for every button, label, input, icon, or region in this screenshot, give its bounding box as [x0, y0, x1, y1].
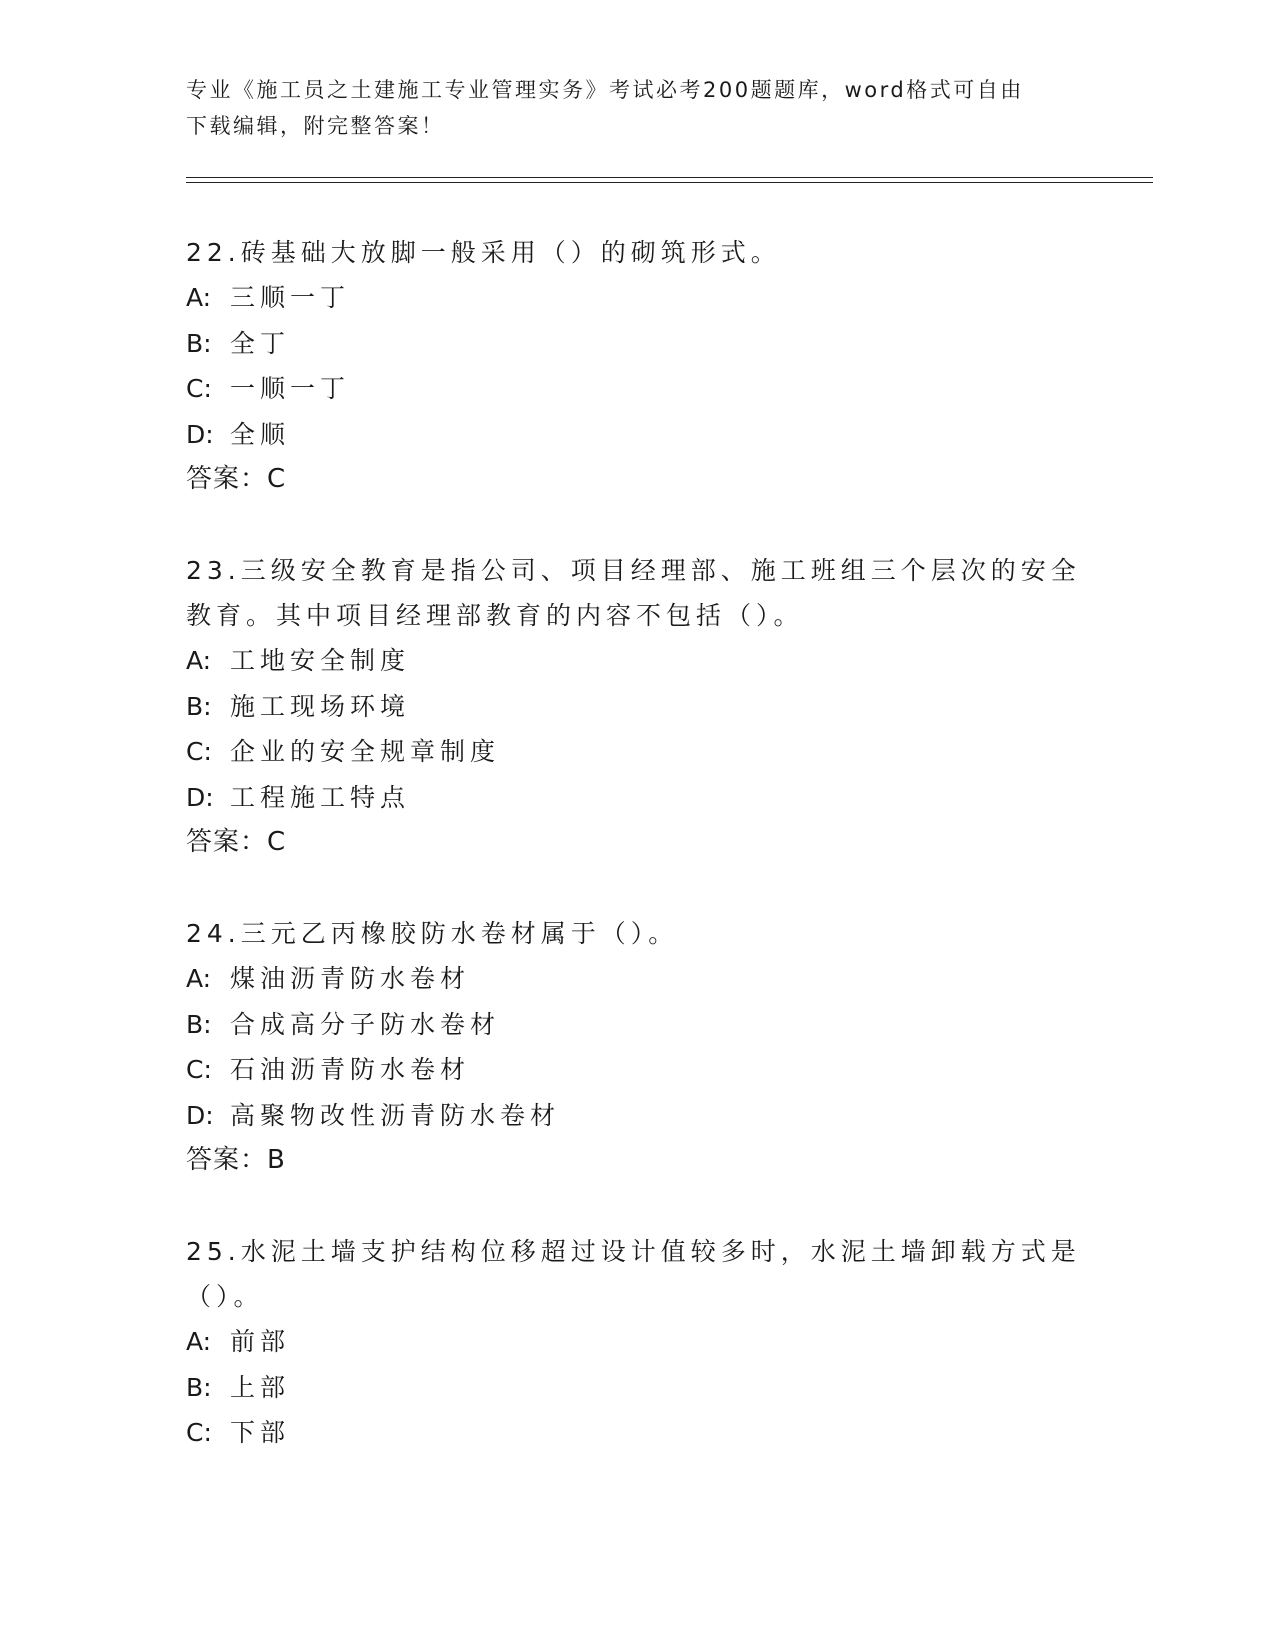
question-stem: 22.砖基础大放脚一般采用（）的砌筑形式。	[186, 238, 781, 267]
option-a	[186, 275, 1086, 321]
option-text: 合成高分子防水卷材	[230, 1009, 501, 1039]
option-c	[186, 1410, 1086, 1456]
header-divider-top	[186, 177, 1153, 178]
option-letter: C:	[186, 1055, 212, 1084]
option-text: 石油沥青防水卷材	[230, 1055, 471, 1084]
option-a	[186, 638, 1086, 684]
option-text: 企业的安全规章制度	[230, 737, 501, 766]
option-letter: D:	[186, 419, 214, 449]
header-divider-bottom	[186, 182, 1153, 183]
option-text: 工地安全制度	[230, 646, 411, 675]
answer-line: 答案：C	[186, 827, 287, 857]
option-d	[186, 1093, 1086, 1139]
question-stem: 25.水泥土墙支护结构位移超过设计值较多时，水泥土墙卸载方式是（）。	[186, 1237, 1081, 1311]
option-a	[186, 956, 1086, 1002]
question-22	[186, 230, 1086, 502]
option-text: 一顺一丁	[230, 374, 351, 403]
option-letter: B:	[186, 1009, 212, 1039]
option-letter: D:	[186, 1100, 214, 1130]
option-letter: A:	[186, 964, 212, 993]
question-stem: 24.三元乙丙橡胶防水卷材属于（）。	[186, 919, 679, 948]
option-text: 工程施工特点	[230, 782, 411, 812]
option-letter: D:	[186, 782, 214, 812]
option-text: 施工现场环境	[230, 691, 411, 721]
option-d	[186, 412, 1086, 458]
question-stem: 23.三级安全教育是指公司、项目经理部、施工班组三个层次的安全教育。其中项目经理部教育的内容不包括（）。	[186, 556, 1081, 630]
option-a	[186, 1319, 1086, 1365]
option-text: 煤油沥青防水卷材	[230, 964, 471, 993]
option-text: 上部	[230, 1372, 291, 1402]
option-b	[186, 1002, 1086, 1048]
option-text: 三顺一丁	[230, 283, 351, 312]
option-text: 全丁	[230, 328, 291, 358]
option-c	[186, 729, 1086, 775]
answer-line: 答案：C	[186, 464, 287, 494]
option-text: 下部	[230, 1418, 291, 1447]
question-24	[186, 911, 1086, 1183]
header-line-1: 专业《施工员之土建施工专业管理实务》考试必考200题题库，word格式可自由	[186, 78, 1024, 102]
option-letter: B:	[186, 328, 212, 358]
option-letter: A:	[186, 646, 212, 675]
option-b	[186, 321, 1086, 367]
option-letter: C:	[186, 737, 212, 766]
header-line-2: 下载编辑，附完整答案！	[186, 114, 445, 138]
question-25	[186, 1229, 1086, 1456]
option-letter: C:	[186, 374, 212, 403]
option-letter: C:	[186, 1418, 212, 1447]
option-c	[186, 1047, 1086, 1093]
option-letter: A:	[186, 1327, 212, 1356]
document-header	[186, 72, 1086, 144]
question-list	[186, 230, 1086, 1502]
option-b	[186, 1365, 1086, 1411]
option-text: 前部	[230, 1327, 291, 1356]
option-c	[186, 366, 1086, 412]
option-d	[186, 775, 1086, 821]
answer-line: 答案：B	[186, 1145, 286, 1175]
option-letter: B:	[186, 691, 212, 721]
option-letter: B:	[186, 1372, 212, 1402]
option-text: 高聚物改性沥青防水卷材	[230, 1100, 561, 1130]
option-text: 全顺	[230, 419, 291, 449]
option-b	[186, 684, 1086, 730]
question-23	[186, 548, 1086, 865]
option-letter: A:	[186, 283, 212, 312]
